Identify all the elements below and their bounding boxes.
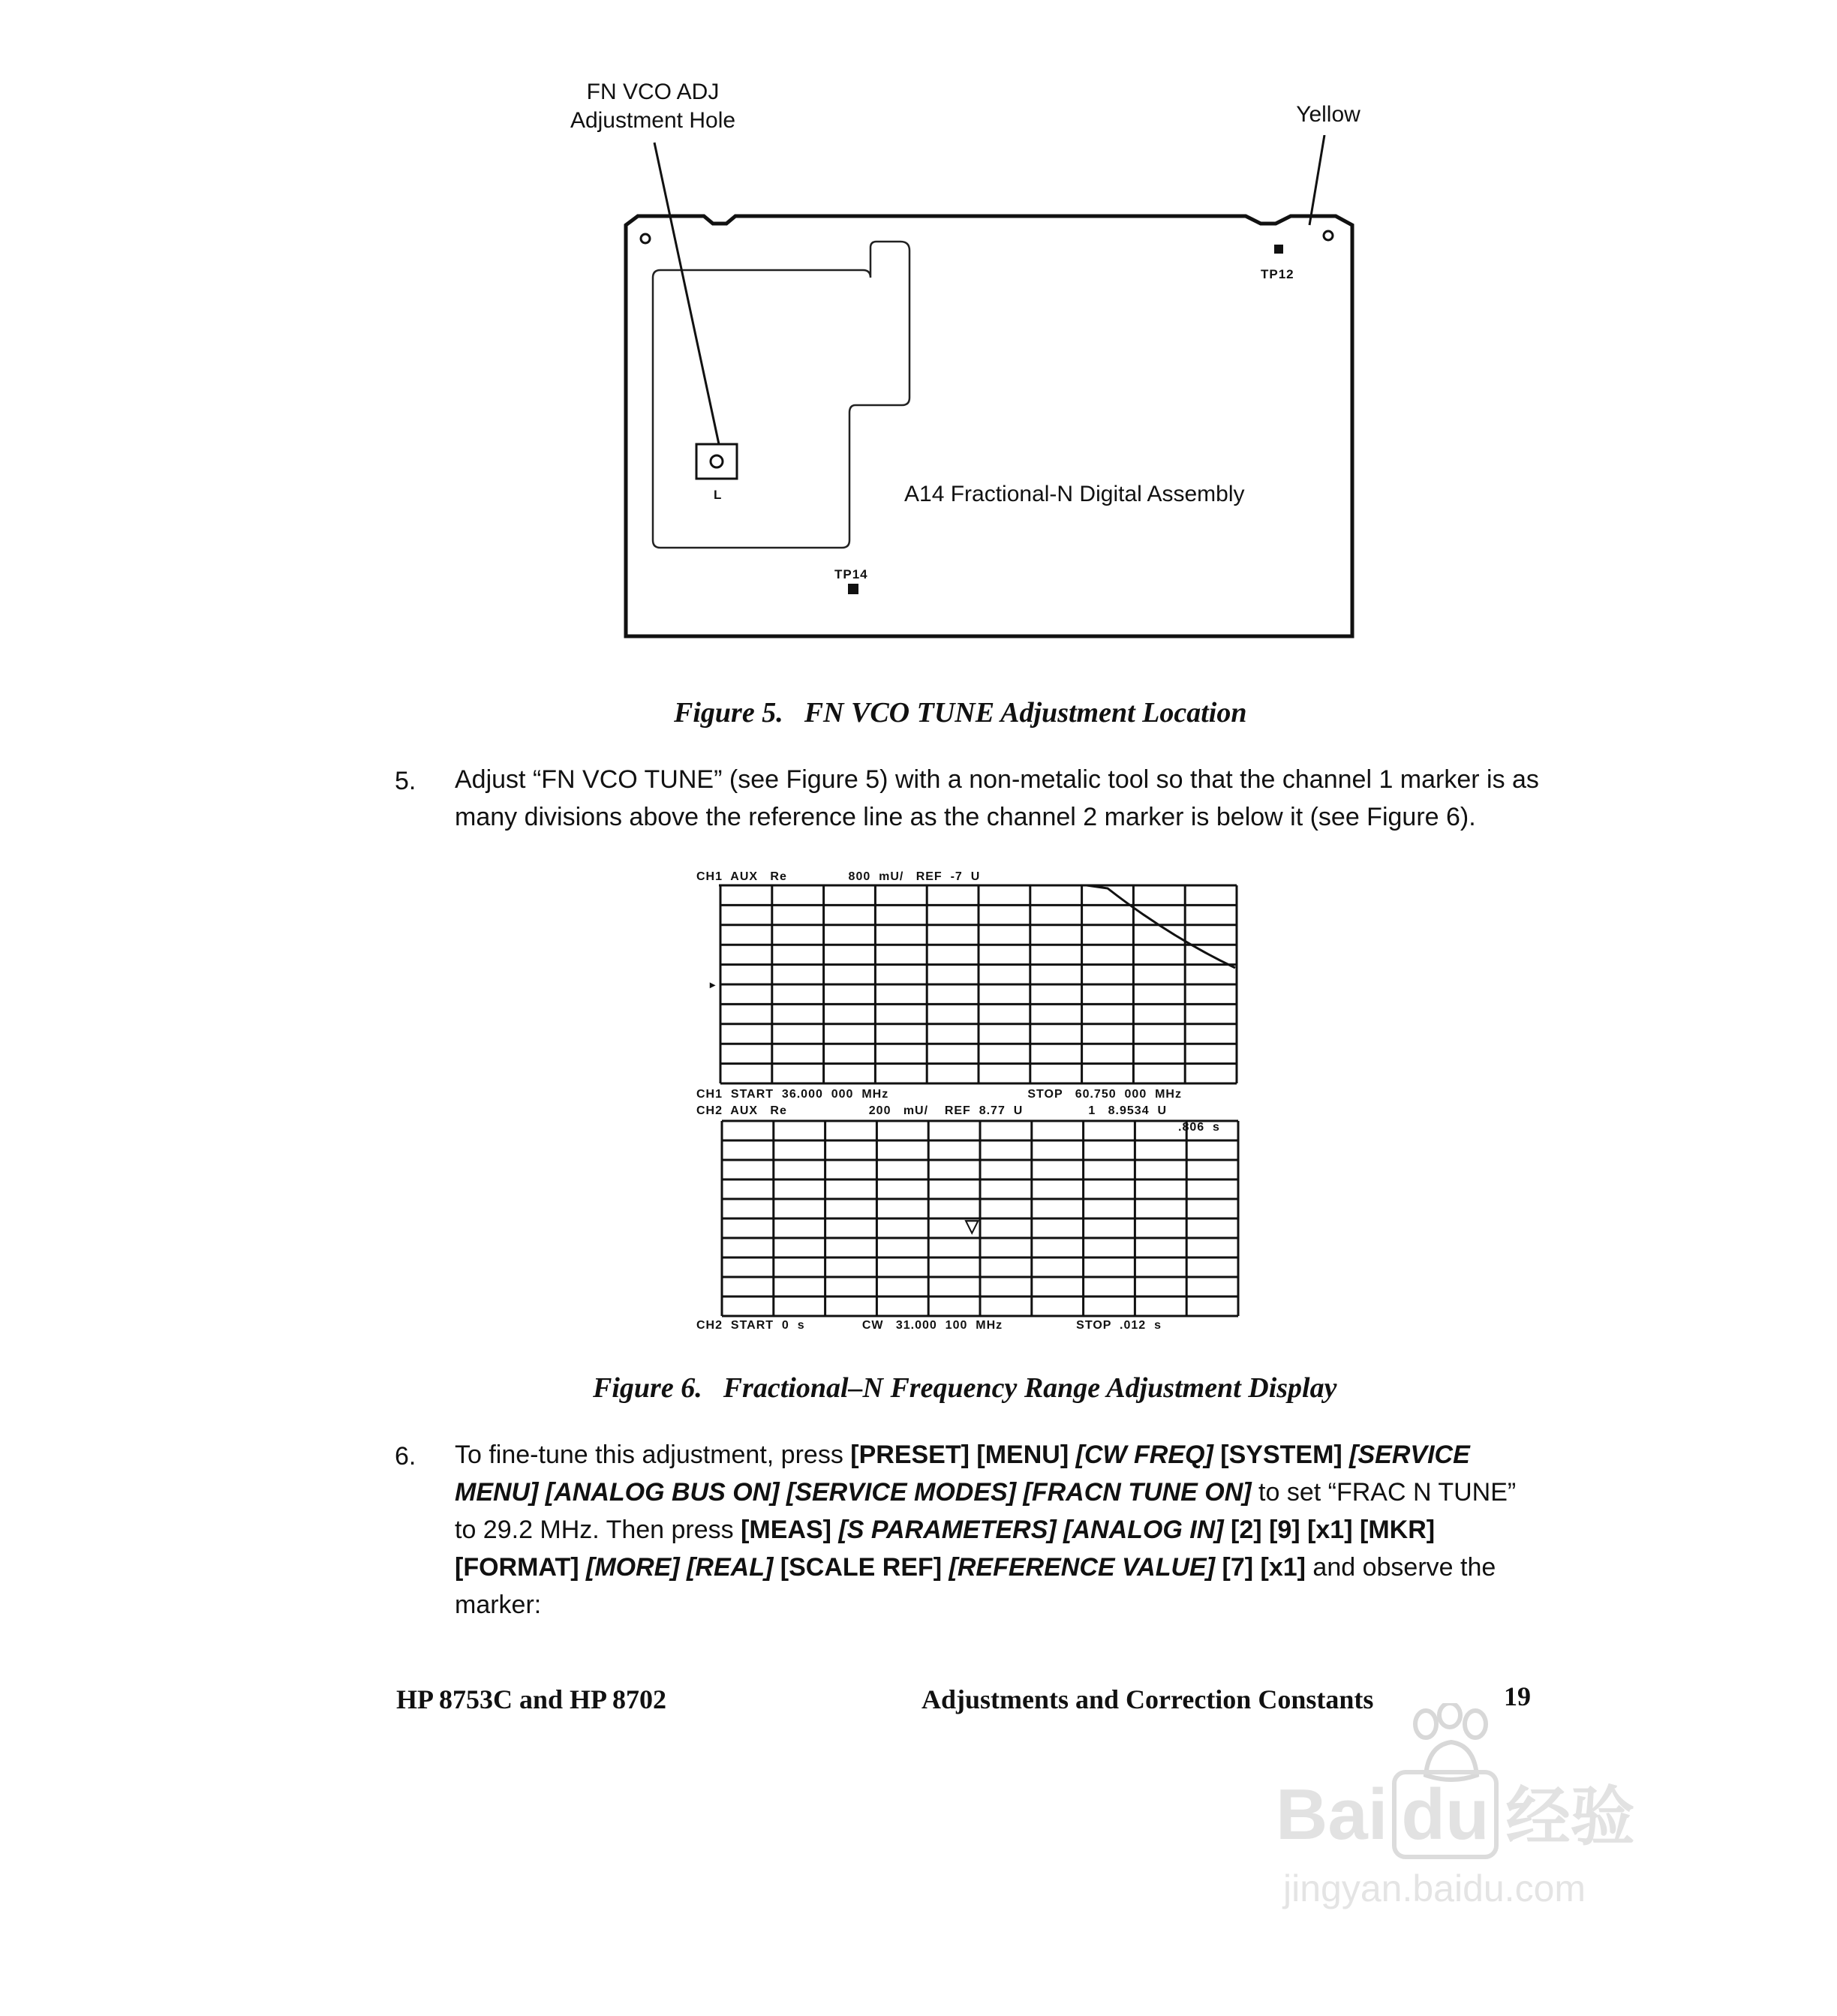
figure5-caption-number: Figure 5.	[674, 697, 783, 729]
step6-part	[680, 1553, 687, 1582]
assembly-label: A14 Fractional-N Digital Assembly	[904, 482, 1245, 506]
figure5-caption-title: FN VCO TUNE Adjustment Location	[804, 697, 1247, 729]
watermark-bai: Bai	[1276, 1774, 1388, 1855]
watermark-cn: 经验	[1505, 1781, 1635, 1853]
softkey-real: [REAL]	[687, 1553, 774, 1582]
key-x1: [x1]	[1307, 1516, 1353, 1544]
ch2-footer: CH2 START 0 s CW 31.000 100 MHz STOP .012 s	[696, 1319, 1162, 1332]
key-preset: [PRESET]	[850, 1441, 970, 1469]
step6-part	[942, 1553, 949, 1582]
softkey-service-menu: [SERVICE MENU]	[455, 1441, 1470, 1507]
softkey-analog-bus-on: [ANALOG BUS ON]	[545, 1478, 780, 1507]
leader-yellow	[1309, 135, 1324, 225]
adjustment-hole	[696, 444, 737, 479]
softkey-service-modes: [SERVICE MODES]	[786, 1478, 1017, 1507]
fn-vco-adj-label	[525, 78, 780, 135]
key-9: [9]	[1269, 1516, 1300, 1544]
figure5-caption	[674, 696, 1246, 729]
softkey-fracn-tune-on: [FRACN TUNE ON]	[1023, 1478, 1252, 1507]
yellow-label: Yellow	[1296, 102, 1360, 127]
step6-part	[1215, 1553, 1222, 1582]
step6-part	[773, 1553, 780, 1582]
adjustment-hole-label: Adjustment Hole	[570, 108, 736, 133]
step6-part: and observe the marker:	[455, 1553, 1496, 1619]
key-format: [FORMAT]	[455, 1553, 579, 1582]
step6-part	[1342, 1441, 1349, 1469]
step6-part	[538, 1478, 545, 1507]
step6-part	[1224, 1516, 1231, 1544]
step5-text: Adjust “FN VCO TUNE” (see Figure 5) with a non-metalic tool so that the channel 1 marker is as many divisions above the reference line as the channel 2 marker is below it (see Figure 6).	[455, 765, 1539, 831]
ch1-footer: CH1 START 36.000 000 MHz STOP 60.750 000 MHz	[696, 1088, 1182, 1101]
step6-part: To fine-tune this adjustment, press	[455, 1441, 851, 1469]
mount-hole-right	[1324, 231, 1333, 240]
step6-text	[455, 1436, 1543, 1624]
footer-left: HP 8753C and HP 8702	[396, 1684, 667, 1714]
ch2-graticule	[720, 1119, 1240, 1317]
fn-vco-adj-title: FN VCO ADJ	[586, 80, 720, 104]
footer-center: Adjustments and Correction Constants	[922, 1684, 1374, 1714]
ch1-header: CH1 AUX Re 800 mU/ REF -7 U	[696, 870, 981, 883]
tp14-pad	[848, 584, 858, 594]
softkey-cw-freq: [CW FREQ]	[1075, 1441, 1213, 1469]
step6-part	[1300, 1516, 1307, 1544]
step6-part	[1057, 1516, 1063, 1544]
ch1-ref-marker: ▸	[710, 978, 717, 990]
step5-number: 5.	[395, 767, 416, 795]
tp12-pad	[1274, 245, 1283, 254]
step6-part	[780, 1478, 786, 1507]
watermark-url: jingyan.baidu.com	[1283, 1867, 1586, 1909]
ch1-trace	[719, 885, 1235, 968]
shield-region	[653, 242, 909, 548]
step6-part	[1016, 1478, 1023, 1507]
watermark-du: du	[1392, 1770, 1498, 1859]
ch1-graticule	[719, 884, 1238, 1085]
key-2: [2]	[1231, 1516, 1262, 1544]
step6-part	[970, 1441, 976, 1469]
pcb-diagram	[615, 135, 1358, 645]
ch2-header: CH2 AUX Re 200 mU/ REF 8.77 U 1 8.9534 U	[696, 1104, 1168, 1117]
step6-part	[1253, 1553, 1260, 1582]
step6-number: 6.	[395, 1442, 416, 1471]
step6-part	[1069, 1441, 1075, 1469]
step6-part	[1213, 1441, 1220, 1469]
softkey-analog-in: [ANALOG IN]	[1063, 1516, 1224, 1544]
watermark	[1276, 1703, 1696, 1951]
step6-part	[1262, 1516, 1269, 1544]
figure6-caption	[593, 1372, 1336, 1405]
key-7: [7]	[1222, 1553, 1254, 1582]
key-meas: [MEAS]	[741, 1516, 831, 1544]
l-label: L	[714, 488, 723, 502]
tp14-label: TP14	[834, 567, 868, 581]
figure6-caption-number: Figure 6.	[593, 1372, 702, 1404]
key-menu: [MENU]	[976, 1441, 1069, 1469]
softkey-reference-value: [REFERENCE VALUE]	[949, 1553, 1216, 1582]
ch2-marker: ▽	[965, 1216, 979, 1236]
softkey-s-parameters: [S PARAMETERS]	[838, 1516, 1057, 1544]
ch2-marker-readout: .806 s	[1178, 1121, 1220, 1134]
footer-page-number: 19	[1504, 1681, 1531, 1711]
softkey-more: [MORE]	[586, 1553, 680, 1582]
key-x1-second: [x1]	[1260, 1553, 1306, 1582]
step6-part	[1353, 1516, 1360, 1544]
watermark-brand	[1276, 1765, 1635, 1858]
key-system: [SYSTEM]	[1220, 1441, 1342, 1469]
tp12-label: TP12	[1261, 267, 1294, 281]
key-scale-ref: [SCALE REF]	[780, 1553, 943, 1582]
step6-part: to set “FRAC N TUNE” to 29.2 MHz. Then press	[455, 1478, 1517, 1544]
step6-part	[579, 1553, 586, 1582]
figure6-caption-title: Fractional–N Frequency Range Adjustment Display	[723, 1372, 1337, 1404]
key-mkr: [MKR]	[1360, 1516, 1436, 1544]
board-outline	[626, 216, 1352, 636]
mount-hole-left	[641, 234, 650, 243]
